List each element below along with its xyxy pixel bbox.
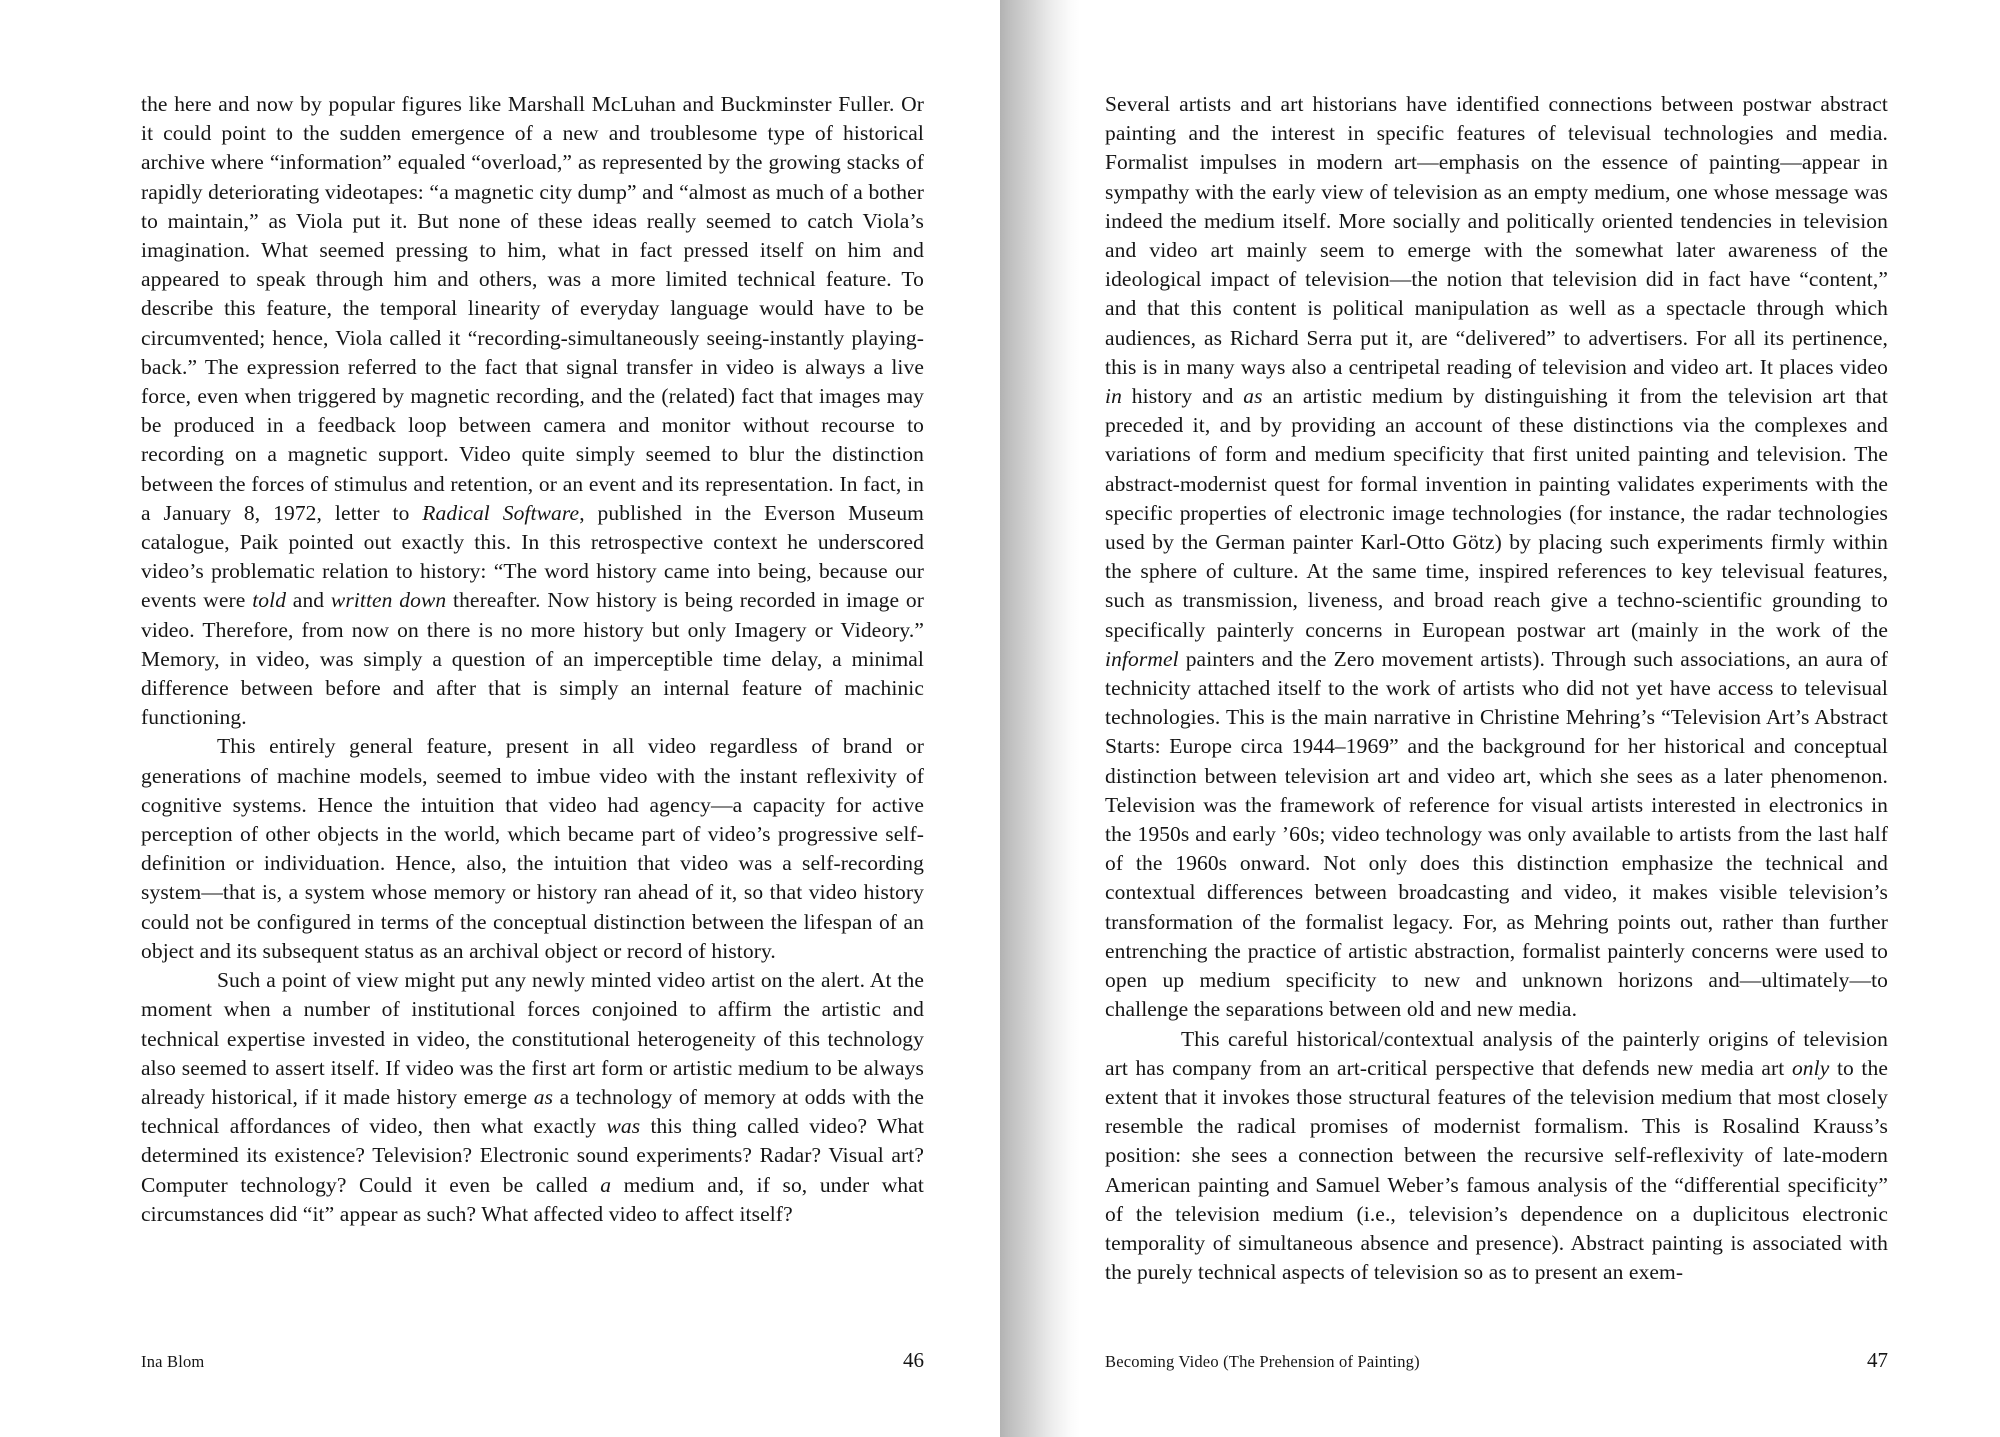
page-gutter-shadow [1000, 0, 1080, 1437]
right-page-footer [1105, 1348, 1888, 1373]
body-paragraph: Several artists and art historians have identified connections between postwar abstract painting and the interest in specific features of televisual technologies and media. Formalist impulses in modern art—emphasis on the essence of painting—appear in sympathy with the early view of television as an empty medium, one whose message was indeed the medium itself. More socially and politically oriented tendencies in television and video art mainly seem to emerge with the somewhat later awareness of the ideological impact of television—the notion that television did in fact have “content,” and that this content is political manipulation as well as a spectacle through which audiences, as Richard Serra put it, are “delivered” to advertisers. For all its pertinence, this is in many ways also a centripetal reading of television and video art. It places video in history and as an artistic medium by distinguishing it from the television art that preceded it, and by providing an account of these distinctions via the complexes and variations of form and medium specificity that first united painting and television. The abstract-modernist quest for formal invention in painting validates experiments with the specific properties of electronic image technologies (for instance, the radar technologies used by the German painter Karl-Otto Götz) by placing such experiments firmly within the sphere of culture. At the same time, inspired references to key televisual features, such as transmission, liveness, and broad reach give a techno-scientific grounding to specifically painterly concerns in European postwar art (mainly in the work of the informel painters and the Zero movement artists). Through such associations, an aura of technicity attached itself to the work of artists who did not yet have access to televisual technologies. This is the main narrative in Christine Mehring’s “Television Art’s Abstract Starts: Europe circa 1944–1969” and the background for her historical and conceptual distinction between television art and video art, which she sees as a later phenomenon. Television was the framework of reference for visual artists interested in electronics in the 1950s and early ’60s; video technology was only available to artists from the last half of the 1960s onward. Not only does this distinction emphasize the technical and contextual differences between broadcasting and video, it makes visible television’s transformation of the formalist legacy. For, as Mehring points out, rather than further entrenching the practice of artistic abstraction, formalist painterly concerns were used to open up medium specificity to new and unknown horizons and—ultimately—to challenge the separations between old and new media. [1105, 92, 1888, 1022]
body-paragraph: This entirely general feature, present in all video regardless of brand or generations of machine models, seemed to imbue video with the instant reflexivity of cognitive systems. Hence the intuition that video had agency—a capacity for active perception of other objects in the world, which became part of video’s progressive self-definition or individuation. Hence, also, the intuition that video was a self-recording system—that is, a system whose memory or history ran ahead of it, so that video history could not be configured in terms of the conceptual distinction between the lifespan of an object and its subsequent status as an archival object or record of history. [141, 734, 924, 963]
left-page-footer [141, 1348, 924, 1373]
page-number: 47 [1867, 1348, 1888, 1372]
running-head-author: Ina Blom [141, 1352, 205, 1371]
page-number: 46 [903, 1348, 924, 1372]
body-paragraph: Such a point of view might put any newly minted video artist on the alert. At the moment when a number of institutional forces conjoined to affirm the artistic and technical expertise invested in video, the constitutional heterogeneity of this technology also seemed to assert itself. If video was the first art form or artistic medium to be always already historical, if it made history emerge as a technology of memory at odds with the technical affordances of video, then what exactly was this thing called video? What determined its existence? Television? Electronic sound experiments? Radar? Visual art? Computer technology? Could it even be called a medium and, if so, under what circumstances did “it” appear as such? What affected video to affect itself? [141, 968, 924, 1226]
running-head-chapter: Becoming Video (The Prehension of Painting) [1105, 1352, 1420, 1371]
right-page-text [1105, 90, 1888, 1287]
body-paragraph: This careful historical/contextual analysis of the painterly origins of television art has company from an art-critical perspective that defends new media art only to the extent that it invokes those structural features of the television medium that most closely resemble the radical promises of modernist formalism. This is Rosalind Krauss’s position: she sees a connection between the recursive self-reflexivity of late-modern American painting and Samuel Weber’s famous analysis of the “differential specificity” of the television medium (i.e., television’s dependence on a duplicitous electronic temporality of simultaneous absence and presence). Abstract painting is associated with the purely technical aspects of television so as to present an exem- [1105, 1026, 1888, 1285]
body-paragraph: the here and now by popular figures like Marshall McLuhan and Buckminster Fuller. Or it could point to the sudden emergence of a new and troublesome type of historical archive where “information” equaled “overload,” as represented by the growing stacks of rapidly deteriorating videotapes: “a magnetic city dump” and “almost as much of a bother to maintain,” as Viola put it. But none of these ideas really seemed to catch Viola’s imagination. What seemed pressing to him, what in fact pressed itself on him and appeared to speak through him and others, was a more limited technical feature. To describe this feature, the temporal linearity of everyday language would have to be circumvented; hence, Viola called it “recording-simultaneously seeing-instantly playing-back.” The expression referred to the fact that signal transfer in video is always a live force, even when triggered by magnetic recording, and the (related) fact that images may be produced in a feedback loop between camera and monitor without recourse to recording on a magnetic support. Video quite simply seemed to blur the distinction between the forces of stimulus and retention, or an event and its representation. In fact, in a January 8, 1972, letter to Radical Software, published in the Everson Museum catalogue, Paik pointed out exactly this. In this retrospective context he underscored video’s problematic relation to history: “The word history came into being, because our events were told and written down thereafter. Now history is being recorded in image or video. Therefore, from now on there is no more history but only Imagery or Videory.” Memory, in video, was simply a question of an imperceptible time delay, a minimal difference between before and after that is simply an internal feature of machinic functioning. [141, 92, 925, 730]
left-page-text [141, 90, 924, 1229]
